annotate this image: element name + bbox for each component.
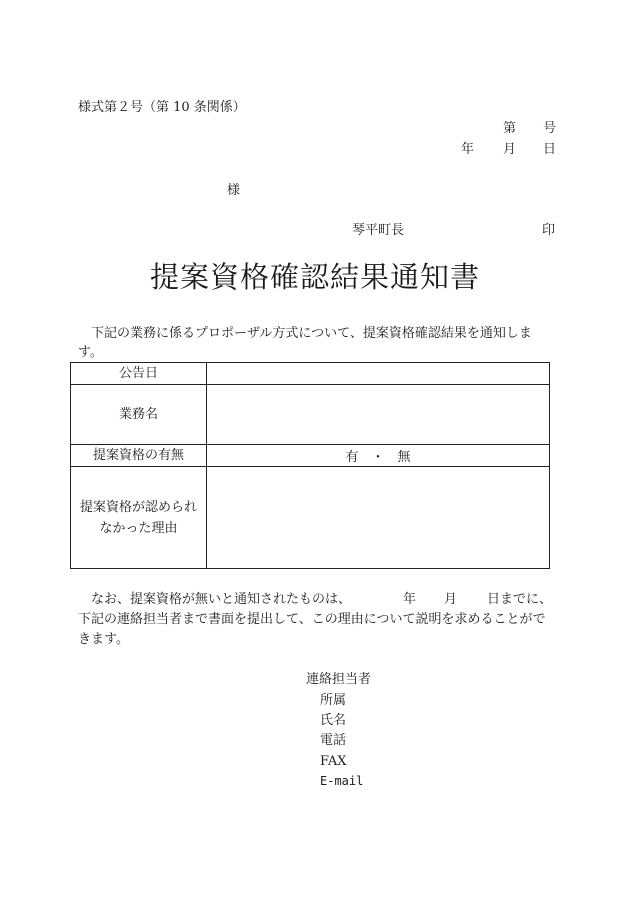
contact-fax-label: FAX: [320, 754, 347, 769]
contact-phone-label: 電話: [320, 733, 347, 748]
value-announcement-date: [207, 363, 550, 385]
form-number: 様式第２号（第 10 条関係）: [78, 100, 246, 115]
document-number-label: 第: [503, 121, 517, 136]
document-number-suffix: 号: [543, 121, 557, 136]
notice-text-part1: なお、提案資格が無いと通知されたものは、: [91, 592, 352, 607]
contact-department-label: 所属: [320, 693, 347, 708]
date-day-label: 日: [543, 142, 557, 157]
table-row-project-name: [71, 385, 550, 445]
seal-mark: 印: [542, 223, 556, 238]
date-month-label: 月: [503, 142, 517, 157]
contact-heading: 連絡担当者: [306, 672, 372, 687]
table-row-announcement-date: [71, 363, 550, 385]
label-eligibility: 提案資格の有無: [71, 445, 207, 467]
intro-paragraph: 下記の業務に係るプロポーザル方式について、提案資格確認結果を通知します。: [78, 326, 532, 360]
sender-title: 琴平町長: [352, 223, 405, 238]
recipient-honorific: 様: [227, 183, 241, 198]
notice-year-label: 年: [403, 592, 417, 607]
label-project-name: 業務名: [71, 385, 207, 445]
info-table: [70, 362, 550, 569]
value-project-name: [207, 385, 550, 445]
table-row-eligibility: [71, 445, 550, 467]
table-row-reason: [71, 467, 550, 569]
value-reason: [207, 467, 550, 569]
value-eligibility: 有 ・ 無: [207, 445, 550, 467]
label-announcement-date: 公告日: [71, 363, 207, 385]
notice-text-part2: 日までに、下記の連絡担当者まで書面を提出して、この理由について説明を求めることができます。: [78, 592, 553, 647]
notice-paragraph: [78, 590, 556, 650]
date-year-label: 年: [461, 142, 475, 157]
notice-month-label: 月: [444, 592, 458, 607]
label-reason: 提案資格が認められなかった理由: [71, 467, 207, 569]
contact-email-label: E-mail: [320, 774, 364, 788]
document-title: 提案資格確認結果通知書: [149, 260, 480, 294]
contact-name-label: 氏名: [320, 713, 347, 728]
